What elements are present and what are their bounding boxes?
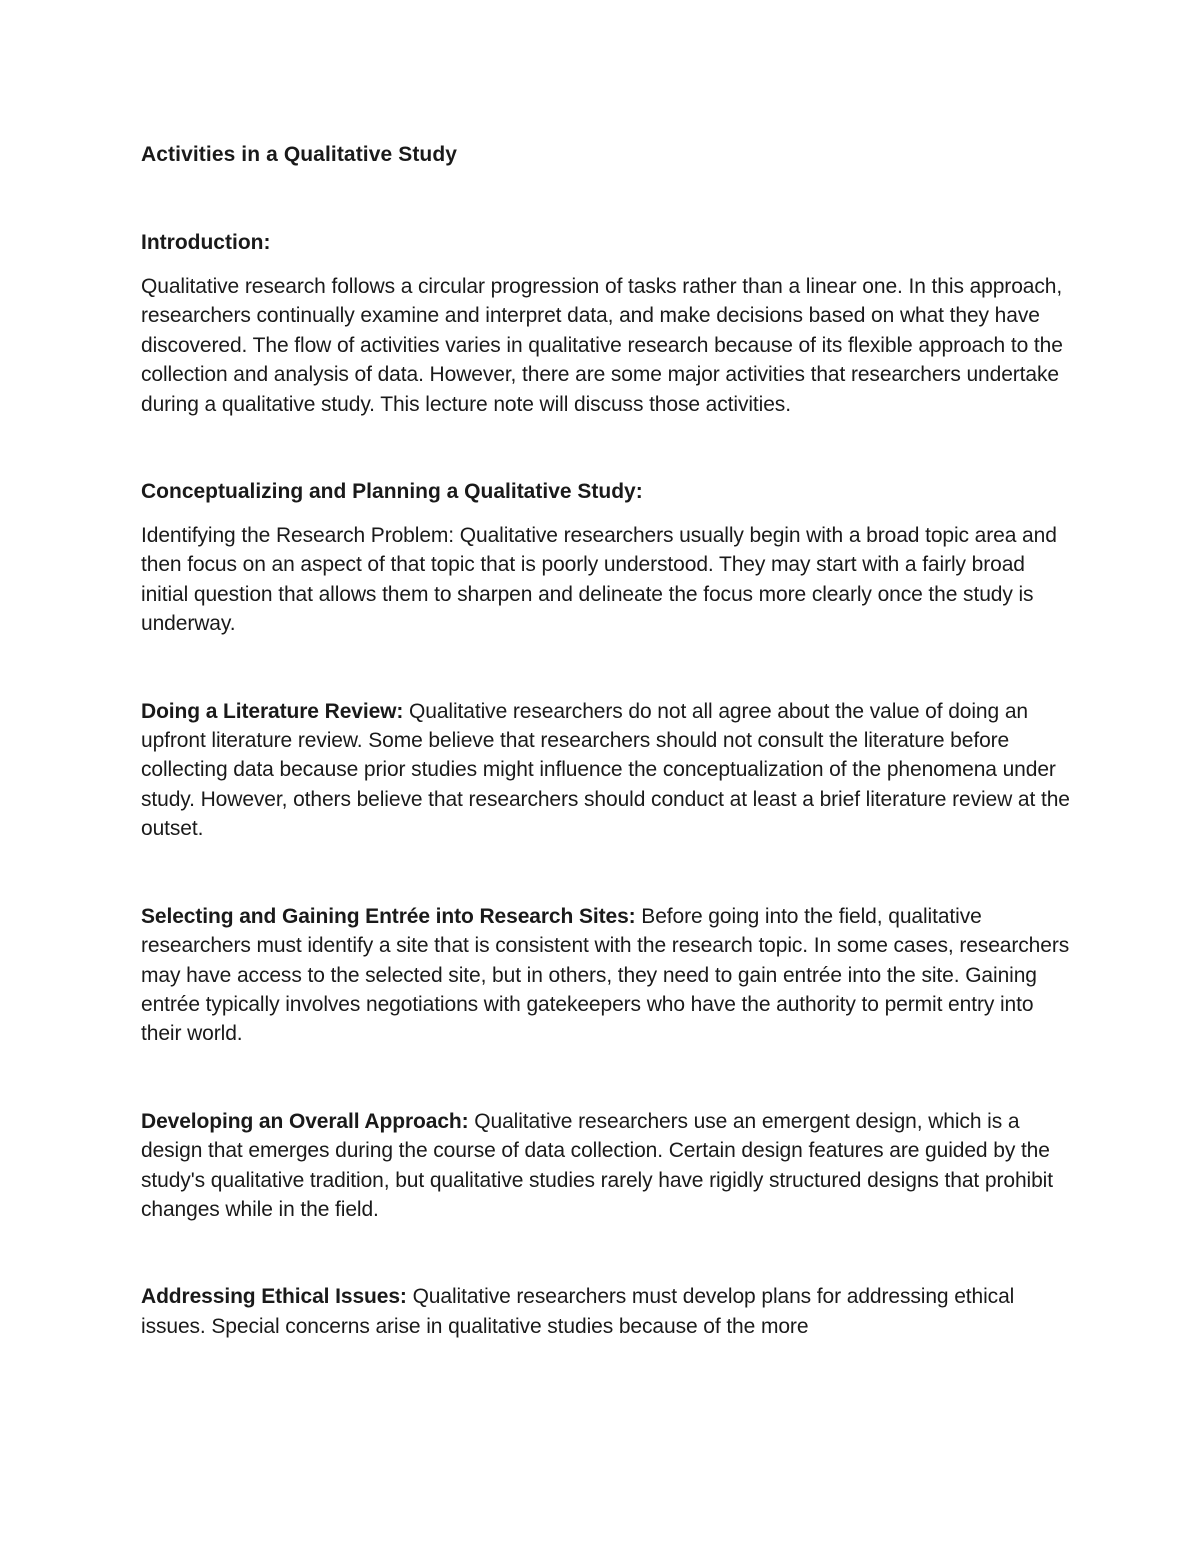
ethical-issues-paragraph: [141, 1282, 1071, 1341]
overall-approach-paragraph: [141, 1107, 1071, 1225]
overall-approach-label: Developing an Overall Approach:: [141, 1109, 469, 1133]
research-sites-paragraph: [141, 902, 1071, 1049]
literature-review-paragraph: [141, 697, 1071, 844]
document-title: Activities in a Qualitative Study: [141, 143, 458, 166]
literature-review-label: Doing a Literature Review:: [141, 699, 404, 723]
document-page: [141, 140, 1071, 1341]
ethical-issues-text: Qualitative researchers must develop plans for addressing ethical issues. Special concerns arise in qualitative studies because of the more: [141, 1285, 1015, 1338]
literature-review-text: Qualitative researchers do not all agree about the value of doing an upfront literature review. Some believe that researchers should not consult the literature before collecting data because prior studies might influence the conceptualization of the phenomena under study. However, others believe that researchers should conduct at least a brief literature review at the outset.: [141, 699, 1070, 841]
conceptualizing-heading: Conceptualizing and Planning a Qualitative Study:: [141, 480, 643, 504]
research-sites-label: Selecting and Gaining Entrée into Research Sites:: [141, 904, 636, 928]
overall-approach-text: Qualitative researchers use an emergent design, which is a design that emerges during the course of data collection. Certain design features are guided by the study's qualitative tradition, but qualitative studies rarely have rigidly structured designs that prohibit changes while in the field.: [141, 1109, 1053, 1221]
conceptualizing-paragraph: Identifying the Research Problem: Qualitative researchers usually begin with a broad topic area and then focus on an aspect of that topic that is poorly understood. They may start with a fairly broad initial question that allows them to sharpen and delineate the focus more clearly once the study is underway.: [141, 524, 1057, 636]
ethical-issues-label: Addressing Ethical Issues:: [141, 1285, 407, 1309]
introduction-heading: Introduction:: [141, 231, 271, 254]
introduction-paragraph: Qualitative research follows a circular progression of tasks rather than a linear one. In this approach, researchers continually examine and interpret data, and make decisions based on what they have discovered. The flow of activities varies in qualitative research because of its flexible approach to the collection and analysis of data. However, there are some major activities that researchers undertake during a qualitative study. This lecture note will discuss those activities.: [141, 275, 1063, 416]
research-sites-text: Before going into the field, qualitative researchers must identify a site that is consistent with the research topic. In some cases, researchers may have access to the selected site, but in others, they need to gain entrée into the site. Gaining entrée typically involves negotiations with gatekeepers who have the authority to permit entry into their world.: [141, 904, 1070, 1046]
